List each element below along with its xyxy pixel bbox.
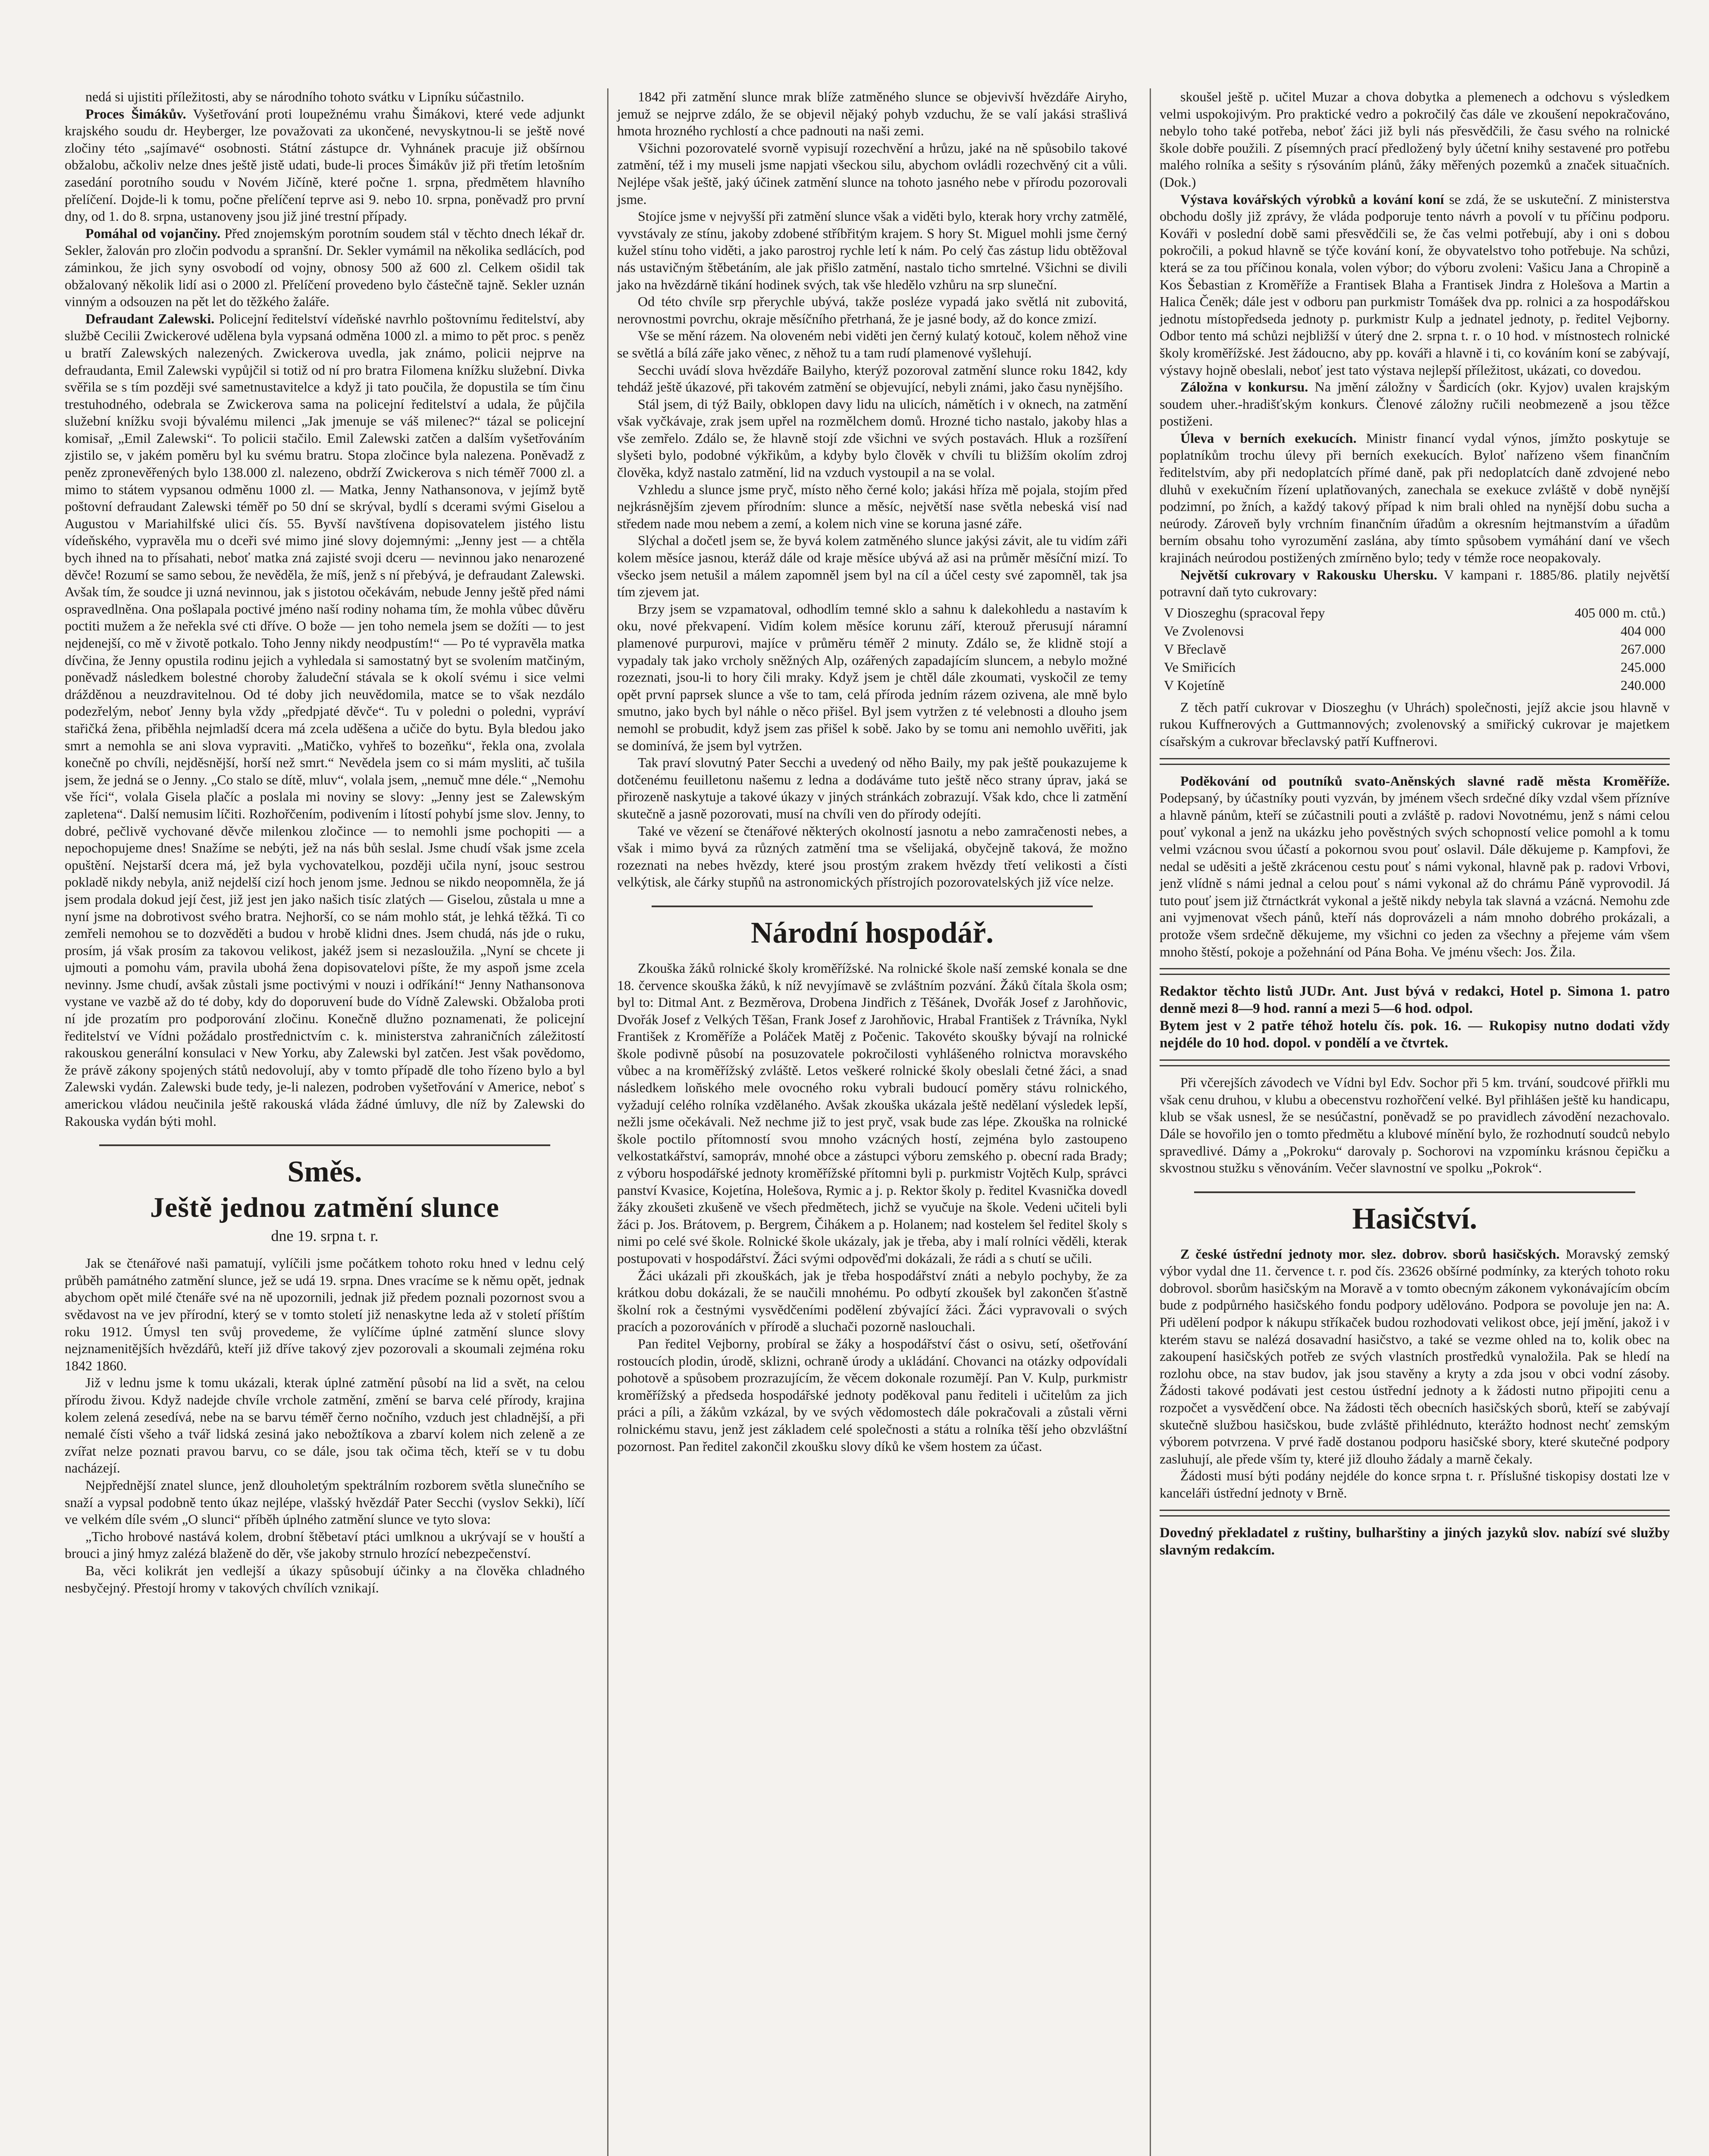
article-cukrovary-title: Největší cukrovary v Rakousku Uhersku.	[1180, 567, 1437, 583]
sugar-factory-name: Ve Zvolenovsi	[1164, 623, 1244, 639]
article-zalewski	[65, 310, 585, 1130]
article-vystava	[1160, 191, 1670, 379]
article-rolnicka-skola-2: Žáci ukázali při zkouškách, jak je třeba hospodářství znáti a nebylo pochyby, že za krátkou dobu dokázali, že se naučili mnohému. Po odbytí zkoušek byl zakončen šťastně školní rok a čestnými vysvědčeními podělení zbývající žáci. Žáci vypravovali o svých pracích a pozorováních v přírodě a sluchači pozorně naslouchali.	[617, 1267, 1127, 1335]
sugar-factory-name: V Dioszeghu (spracoval řepy	[1164, 605, 1325, 620]
eclipse-cont-7: Stál jsem, di týž Baily, obklopen davy lidu na ulicích, námětích i v oknech, na zatmění však vyčkávaje, zrak jsem upřel na rozmělchem domů. Hrozné ticho nastalo, jakoby hlas a vše zemřelo. Zdálo se, že hlavně stojí zde všichni ve svých postavách. Hluk a rozšíření slyšeti bylo, podobné výkřikům, a kdyby bylo člověk v chvíli tu bližším okolím zdroj člověka, když nastalo zatmění, lid na vzduch vystoupil a na se volal.	[617, 396, 1127, 480]
article-skola-end: skoušel ještě p. učitel Muzar a chova dobytka a plemenech a odchovu s výsledkem velmi uspokojivým. Pro praktické vedro a pokročilý čas dále ve zkoušení nepokračováno, nebylo toho také potřeba, neboť žáci již byli nás přesvědčili, že času svého na rolnické škole dobře použili. Z písemných prací předložený byly účetní knihy sestavené pro potřebu malého rolníka a sešity s rýsováním plánů, žáky měřených pozemků a značek situačních. (Dok.)	[1160, 89, 1670, 190]
article-hasici-title: Z české ústřední jednoty mor. slez. dobrov. sborů hasičských.	[1180, 1246, 1560, 1262]
sugar-factory-row	[1160, 622, 1669, 639]
article-hasici	[1160, 1246, 1670, 1468]
article-uleva-body: Ministr financí vydal výnos, jímžto poskytuje se poplatníkům trochu úlevy při berních exekucích. Byloť nařízeno všem finančním ředitelstvím, aby při nedoplatcích přímé daně, pak při nedoplatcích daně zdvojené nebo dluhů v exekučním řízení uplatňovaných, zanechala se exekuce zvláště v době nynější podzimní, po žních, a každý takový případ k nim brali ohled na nynější dobu sucha a neúrody. Zároveň byly vrchním finančním úřadům a okresním hejtmanstvím a úřadům berním obsahu toho vyrozumění zaslána, aby tímto spůsobem vymáhání daní ve všech krajinách neúrodou postižených zmírněno bylo; tedy v témže roce neopakovaly.	[1160, 430, 1670, 566]
section-title-smes: Směs.	[287, 1155, 362, 1189]
article-zalozna	[1160, 379, 1670, 430]
eclipse-cont-6: Secchi uvádí slova hvězdáře Bailyho, kterýž pozoroval zatmění slunce roku 1842, kdy tehdáž ještě úkazové, při takovém zatmění se objevující, nebyli známi, jako času nynějšího.	[617, 362, 1127, 395]
sugar-factory-value: 405 000 m. ctů.)	[1574, 605, 1665, 620]
article-zavody: Při včerejších závodech ve Vídni byl Edv. Sochor při 5 km. trvání, soudcové přiřkli mu však cenu druhou, v klubu a obecenstvu rozhořčení velké. Byl přihlášen ještě ku handicapu, klub se však usnesl, že se nesúčastní, poněvadž se po pravidlech závodění nezachovalo. Dále se hovořilo jen o tomto předmětu a klubové mínění bylo, že rozhodnutí soudců nebylo spravedlivé. Dámy a „Pokroku“ darovaly p. Sochorovi na vzpomínku krásnou čepičku a skvostnou stužku s věnováním. Večer slavnostní ve spolku „Pokrok“.	[1160, 1075, 1670, 1176]
divider-double	[1160, 1510, 1670, 1517]
column-3	[1150, 88, 1670, 2156]
eclipse-cont-9: Slýchal a dočetl jsem se, že byvá kolem zatměného slunce jakýsi závit, ale tu vidím záři kolem měsíce jasnou, kteráž dále od kraje měsíce ubývá až asi na průměr měsíční mizí. To všecko jsem netušil a málem zapomněl jsem byl na cíl a účel cesty své zapomněl, tak jsa tím zjevem jat.	[617, 533, 1127, 600]
article-vystava-title: Výstava kovářských výrobků a kování koní	[1180, 191, 1444, 207]
column-1	[65, 88, 585, 2156]
section-narodni-hospodar	[617, 906, 1127, 951]
sugar-factory-value: 404 000	[1621, 623, 1665, 639]
editor-notice-2: Bytem jest v 2 patře téhož hotelu čís. pok. 16. — Rukopisy nutno dodati vždy nejdéle do 10 hod. dopol. v pondělí a ve čtvrtek.	[1160, 1018, 1670, 1051]
sugar-factory-value: 267.000	[1621, 641, 1665, 657]
article-simak-body: Vyšetřování proti loupežnému vrahu Šimákovi, které vede adjunkt krajského soudu dr. Heyberger, lze považovati za ukončené, nevyskytnou-li se ještě nové zločiny této „sajímavé“ osobnosti. Státní zástupce dr. Vyhnánek pracuje již obšírnou obžalobu, ačkoliv nelze dnes ještě jistě udati, bude-li proces Šimákův již při třetím letošním zasedání porotního soudu v Novém Jičíně, které počne 1. srpna, předmětem hlavního přelíčení. Dojde-li k tomu, počne přelíčení teprve asi 9. nebo 10. srpna, poněvadž pro první dny, od 1. do 8. srpna, ustanoveny jsou již jiné trestní případy.	[65, 106, 585, 224]
article-vojancina-body: Před znojemským porotním soudem stál v těchto dnech lékař dr. Sekler, žalován pro zločin podvodu a spranšní. Dr. Sekler vymámil na několika sedlácích, pod záminkou, že jich syny osvobodí od vojny, obnosy 500 až 600 zl. Celkem ošidil tak obžalovaný několik lidí asi o 2000 zl. Přelíčení provedeno bylo částečně tajně. Sekler uznán vinným a odsouzen na pět let do těžkého žaláře.	[65, 225, 585, 310]
article-podekovani-body: Podepsaný, by účastníky pouti vyzván, by jménem všech srdečné díky vzdal všem přízníve a hlavně pánům, kteří se zúčastnili pouti a zvláště p. radovi Novotnému, jenž s námi celou pouť vykonal a jenž na ukázku jeho pověstných svých schopností velice pomohl a k tomu velmi vzácnou svou účastí a pokornou svou pouť oslavil. Dále děkujeme p. Kampfovi, že nedal se uděsiti a ještě zkrácenou cestu pouť s námi vykonal, hlavně pak p. radovi Vrbovi, jenž vlídně s námi jednal a celou pouť s námi vykonal až do chrámu Páně vyprovodil. Já tuto pouť jsem již čtrnáctkrát vykonal a ještě nikdy nebyla tak slavná a vzácná. Nemohu zde ani vyjmenovat všech pánů, kteří nás doprovázeli a nám mnoho dobrého prokázali, a protože všem srdečně děkujeme, my všichni co jeden za všechny a přejeme vám všem mnoho štěstí, pokoje a požehnání od Pána Boha. Ve jménu všech: Jos. Žila.	[1160, 790, 1670, 959]
eclipse-paragraph-4: „Ticho hrobové nastává kolem, drobní štěbetaví ptáci umlknou a ukrývají se v houští a brouci a jiný hmyz zalézá blaženě do děr, vše jakoby strnulo hrozící nebezpečenství.	[65, 1528, 585, 1561]
article-vojancina-title: Pomáhal od vojančiny.	[85, 225, 221, 241]
article-eclipse-headline: Ještě jednou zatmění slunce	[150, 1192, 499, 1224]
section-hasicstvi	[1160, 1191, 1670, 1237]
divider-double	[1160, 758, 1670, 765]
eclipse-cont-8: Vzhledu a slunce jsme pryč, místo něho černé kolo; jakási hříza mě pojala, stojím před nejkrásnějším zjevem přírodním: slunce a měsíc, největší nase světla nebeská visí nad středem nade mou nebem a zemí, a kolem nich vine se koruna jasné záře.	[617, 481, 1127, 531]
article-vojancina	[65, 225, 585, 310]
article-zalozna-title: Záložna v konkursu.	[1180, 379, 1308, 395]
article-uleva	[1160, 430, 1670, 567]
divider-double	[1160, 968, 1670, 975]
eclipse-cont-2: Všichni pozorovatelé svorně vypisují rozechvění a hrůzu, jaké na ně spůsobilo takové zatmění, též i my museli jsme napjati všeckou silu, abychom ovládli rozechvěný cit a vůli. Nejlépe však ještě, jaký účinek zatmění slunce na tohoto jasného nebe v přírodu pozorovali jsme.	[617, 140, 1127, 207]
sugar-factory-name: Ve Smiřicích	[1164, 659, 1236, 675]
article-zalewski-title: Defraudant Zalewski.	[85, 310, 215, 326]
article-podekovani	[1160, 773, 1670, 961]
article-intro: nedá si ujistiti příležitosti, aby se národního tohoto svátku v Lipníku súčastnilo.	[85, 89, 524, 104]
column-grid	[65, 88, 1668, 2156]
eclipse-cont-4: Od této chvíle srp přerychle ubývá, takže posléze vypadá jako světlá nit zubovitá, nerovnostmi povrchu, okraje měsíčního přetrhaná, že je jasné body, až do konce zmizí.	[617, 294, 1127, 326]
translator-ad: Dovedný překladatel z ruštiny, bulharštiny a jiných jazyků slov. nabízí své služby slavným redakcím.	[1160, 1525, 1670, 1558]
article-vystava-body: se zdá, že se uskuteční. Z ministerstva obchodu došly již zprávy, že vláda podporuje tento návrh a povolí v tu příčinu podporu. Kováři v poslední době sami přesvědčili se, že čas velmi potřebují, aby i oni s dobou pokročili, a pokud hlavně se týče kování koní, že obyvatelstvo toho potřebuje. Na schůzi, která se za tou příčinou konala, volen výbor; do výboru zvoleni: Vašicu Jana a Chropině a Kos Šebastian z Kroměříže a Frantisek Blaha a Frantisek Jindra z Holešova a Martin a Halica Čeněk; dále jest v odboru pan purkmistr Tomášek dva pp. rolnici a za hospodářskou jednotu místopředseda jednoty p. purkmistr Kulp a jednatel jednoty, p. ředitel Vejborny. Odbor tento má schůzi nejbližší v úterý dne 2. srpna t. r. o 10 hod. v místnostech rolnické školy kroměřížské. Jest žádoucno, aby pp. kováři a hlavně i ti, co kováním koní se zabývají, výstavy hojně obeslali, neboť jest tato výstava nejlepší příležitost, ukázati, co dovedou.	[1160, 191, 1670, 378]
eclipse-cont-11: Tak praví slovutný Pater Secchi a uvedený od něho Baily, my pak ještě poukazujeme k dotčenému feuilletonu našemu z ledna a dodáváme tuto ještě něco strany úprav, jaká se přirozeně naskytuje a takové úkazy v jiných stránkách zobrazují. Však kdo, chce li zatmění skutečně a jasně pozorovati, musí na chvíli ven do přírody odejíti.	[617, 755, 1127, 821]
eclipse-cont-1: 1842 při zatmění slunce mrak blíže zatměného slunce se objevivší hvězdáře Airyho, jemuž se nejprve zdálo, že se objevil nějaký pohyb vzduchu, že se valí jakási strašlivá hmota hrozného rychlostí a chce padnouti na naši zemi.	[617, 89, 1127, 139]
article-simak-title: Proces Šimákův.	[85, 106, 186, 122]
article-hasici-body: Moravský zemský výbor vydal dne 11. července t. r. pod čís. 23626 obšírné podmínky, za kterých tohoto roku dobrovol. sborům hasičským na Moravě a v tomto obecným zákonem vykonávajícím obcím bude z podpůrného hasičského fondu podpory udělováno. Podpora se povoluje jen na: A. Při udělení podpor k nákupu stříkaček budou rozhodovati velikost obce, její jmění, jakož i v kterém stavu se nalézá dosavadní hasičstvo, a také se vezme ohled na to, kolik obec na zakoupení hasičských potřeb ze svých vlastních prostředků vynaložila. Pak se hledí na rozlohu obce, na stav budov, jak jsou stavěny a kryty a zda jsou v obci vodní zásoby. Žádosti takové podávati jest cestou ústřední jednoty a k žádosti nutno připojiti cenu a rozpočet a vysvědčení obce. Na žádosti těch obecních hasičských sborů, kteří se zabývají skutečně službou hasičskou, bude zvláště přihlédnuto, kterážto hodnost nechť zemským výborem potvrzena. V prvé řadě dostanou podporu hasičské sbory, které skutečné podpory zasluhují, ale přede vším ty, které již dlouho žádaly a marně čekaly.	[1160, 1246, 1670, 1467]
sugar-factory-row	[1160, 658, 1669, 676]
article-cukrovary	[1160, 567, 1670, 601]
eclipse-paragraph-3: Nejpřednější znatel slunce, jenž dlouholetým spektrálním rozborem světla slunečního se snaží a vypsal podobně tento úkaz nejlépe, vlašský hvězdář Pater Secchi (vyslov Sekki), líčí ve velkém díle svém „O slunci“ příběh úplného zatmění slunce ve tyto slova:	[65, 1477, 585, 1527]
eclipse-paragraph-2: Již v lednu jsme k tomu ukázali, kterak úplné zatmění působí na lid a svět, na celou přírodu živou. Když nadejde chvíle vrchole zatmění, změní se barva celé přírody, krajina kolem zelená zesedívá, nebe na se barvu téměř černo nočního, vzduch jest chladnější, a při nemalé čísti všeho a tvář lidská zesiná jako nebožtíkova a zbarví kolem nich zeleně a ze zvířat nelze poznati pravou barvu, co se dále, jsou tak očima těch, kteří se v tu dobu nacházejí.	[65, 1375, 585, 1476]
section-smes	[65, 1144, 585, 1246]
article-simak	[65, 106, 585, 225]
article-zalozna-body: Na jmění záložny v Šardicích (okr. Kyjov) uvalen krajským soudem uher.-hradišťským konkurs. Členové záložny ručili neobmezeně a jsou těžce postiženi.	[1160, 379, 1670, 429]
section-divider	[99, 1144, 550, 1146]
sugar-factory-value: 245.000	[1621, 659, 1665, 675]
sugar-factory-name: V Kojetíně	[1164, 677, 1225, 693]
sugar-factory-table	[1160, 603, 1670, 695]
section-divider	[1194, 1191, 1635, 1193]
article-eclipse-date: dne 19. srpna t. r.	[271, 1227, 379, 1245]
article-cukrovary-body: V kampani r. 1885/86. platily největší potravní daň tyto cukrovary:	[1160, 567, 1670, 600]
sugar-factory-value: 240.000	[1621, 677, 1665, 693]
eclipse-cont-10: Brzy jsem se vzpamatoval, odhodlím temné sklo a sahnu k dalekohledu a nastavím k oku, nové překvapení. Vidím kolem měsíce korunu září, kterouž přerusují náramní plamenové purpurovi, majíce v průměru téměř 2 minuty. Zdálo se, že klidně stojí a vypadaly tak jako vrcholy sněžných Alp, ozářených zapadajícím sluncem, a nebylo možné rozeznati, jsou-li to hory čili mraky. Když jsem je chtěl dále zkoumati, vyskočil ze temy opět první paprsek slunce a vše to tam, celá příroda jedním rázem ozivena, ale mně bylo smutno, jako bych byl náhle o něco přišel. Byl jsem vytržen z té velebnosti a dlouho jsem nemohl se probudit, když jsem zas přišel k sobě. Jako by se tomu ani nemohlo uvěřiti, jak se dominívá, že jsem byl vytržen.	[617, 601, 1127, 753]
section-title-hospodar: Národní hospodář.	[751, 916, 994, 950]
column-2	[607, 88, 1127, 2156]
article-cukrovary-end: Z těch patří cukrovar v Dioszeghu (v Uhrách) společnosti, jejíž akcie jsou hlavně v rukou Kuffnerových a Guttmannových; zvolenovský a smiřický cukrovar je majetkem císařským a cukrovar břeclavský patří Kuffnerovi.	[1160, 699, 1670, 749]
divider-double	[1160, 1059, 1670, 1066]
article-rolnicka-skola-3: Pan ředitel Vejborny, probíral se žáky a hospodářství část o osivu, setí, ošetřování rostoucích plodin, úrodě, sklizni, ochraně úrody a ukládání. Chovanci na otázky odpovídali pohotově a spůsobem prozrazujícím, že věcem dokonale rozumějí. Pan V. Kulp, purkmistr kroměřížský a předseda hospodářské jednoty poděkoval panu řediteli i učitelům za jich práci a píli, a žákům vzkázal, by ve svých vědomostech dále pokračovali a zůstali věrni rolnickému stavu, jenž jest základem celé společnosti a státu a rolníka těší jeho obzvláštní pozornost. Pan ředitel zakončil zkoušku slovy díků ke všem hostem za účast.	[617, 1335, 1127, 1454]
sugar-factory-row	[1160, 677, 1669, 694]
article-zalewski-body: Policejní ředitelství vídeňské navrhlo poštovnímu ředitelství, aby službě Cecilii Zwickerové udělena byla vypsaná odměna 1000 zl. a mimo to pět proc. s peněz u bratří Zalewských nalezených. Zwickerova uvedla, jak známo, policii nejprve na defraudanta, Emil Zalewski vypůjčil si totiž od ní pro bratra Filomena knížku služební. Divka svěřila se s tím později své sametnustavitelce a když ji tato poučila, že dopustila se tím činu trestuhodného, odebrala se Zwickerova sama na policejní ředitelství a udala, že půjčila služební knížku svoji bývalému milenci „Jak jmenuje se váš milenec?“ tázal se policejní komisař, „Emil Zalewski“. To policii stačilo. Emil Zalewski zatčen a dalším vyšetřováním zjistilo se, v jakém poměru byl ku svému bratru. Stopa zločince byla nalezena. Poněvadž z peněz zpronevěřených bylo 138.000 zl. nalezeno, obdrží Zwickerova s nich téměř 7000 zl. a mimo to státem vypsanou odměnu 1000 zl. — Matka, Jenny Nathansonova, v jejímž bytě poštovní defraudant Zalewski téměř po 50 dní se skrýval, bydlí s dcerami svými Giselou a Augustou v Mariahilfské ulici čís. 55. Byvší navštívena dopisovatelem jistého listu vídeňského, vypravěla mu o dceři své mimo jiné slovy dojemnými: „Jenny jest — a chtěla bych ihned na to přísahati, neboť matka zná zajisté svoji dceru — nevinnou jako nenarozené děvče! Rozumí se samo sebou, že nevěděla, že míš, jenž s ní přebývá, je defraudant Zalewski. Avšak tím, že soudce ji uzná nevinnou, jak s jistotou očekávám, nebude Jenny ještě před námi ospravedlněna. Ona pošlapala poctivé jméno naší rodiny nohama tím, že mohla vůbec důvěru poctiti mužem a že neřekla své cti dříve. O bože — jen toho nemela jsem se dožíti — to jest nejdenejší, co mě v životě potkalo. Toho Jenny nikdy neodpustím!“ — Po té vypravěla matka dívčina, že Jenny opustila rodinu jejich a vyhledala si samostatný byt se svolením matčiným, poněvadž následkem bolestné choroby žaludeční stávala se k okolí svému i sice velmi drážděnou a neuzdravitelnou. Od té doby jich neuvědomila, matce se to však nezdálo podezřelým, neboť Jenny byla vždy „předpjaté děvče“. Tu v poledni o poledni, vypráví stařičká žena, přiběhla nejmladší dcera má zcela uděšena a učiče do bytu. Byla bledou jako smrt a nemohla se ani slova vypraviti. „Matičko, vyhřeš to bozeňku“, řekla ona, zvolala konečně po chvíli, nejděsnější, horší než smrt.“ Nevědela jsem co si mám mysliti, ač tušila jsem, že jedná se o Jenny. „Co stalo se dítě, mluv“, volala jsem, „nemuč mne déle.“ „Nemohu vše říci“, volala Gisela plačíc a poslala mi noviny se slovy: „Jenny jest se Zalewským zapletena“. Další nemusim líčiti. Rozhořčením, podivením i lítostí pohybí jsme slov. Jenny, to dobré, pečlivě vychované děvče milenkou zločince — to nemohli jsme pochopiti — a nepochopujeme dnes! Snažíme se nebýti, jež na nás bůh seslal. Jsme chudí však jsme zcela opuštění. Nejstarší dcera má, jež byla vychovatelkou, později učila nyní, jsouc sestrou pokladě nikdy nebyla, aniž nejdelší cizí hoch jenom jsme. Jednou se nikdo neopomněla, že já jsem prodala dokud její čest, již jest jen jako našich tisíc zlatých — Giselou, zůstala u mne a nyní jsme na dobrotivost svého bratra. Nejhorší, co se nám mohlo stát, je lehká těžká. Ti co zemřeli nemohou se to dozvěděti a budou v hrobě klidni dnes. Jsem chudá, nás jde o ruku, prosím, já však prosím za takovou velikost, jakéž jsem si nezasloužila. „Nyní se chcete ji ujmouti a pomohu vám, pravila ubohá žena dopisovatelovi píšte, že my aspoň jsme zcela nevinny. Jsme chudí, avšak zůstali jsme poctivými v nouzi i odříkání!“ Jenny Nathansonova vystane ve vazbě až do té doby, kdy do doporuvení bude do Vídně Zalewski. Obžaloba proti ní jde prozatím pro podporování zločinu. Konečně dlužno poznamenati, že policejní ředitelství ve Vídni požádalo prostřednictvím c. k. ministerstva zahraničních záležitostí rakouskou generální konsulaci v New Yorku, aby Zalewski byl zatčen. Jest však povědomo, že právě zákony spojených států nedovolují, aby v tomto případě dle toho řízeno bylo a byl Zalewski vydán. Zalewski bude tedy, je-li nalezen, podroben vyšetřování v Americe, neboť s americkou vládou neučinila ještě rakouská vláda žádné úmluvy, dle níž by Zalewski do Rakouska vydán býti mohl.	[65, 310, 585, 1129]
eclipse-cont-12: Také ve vězení se čtenářové některých okolností jasnotu a nebo zamračenosti nebes, a však i mimo byvá za různých zatmění tma se všelijaká, obyčejně taková, že možno rozeznati na nebes hvězdy, které jsou prostým zrakem hvězdy třetí velikosti a čísti velkýtisk, ale čárky stupňů na astronomických přístrojích pozorovatelských již více nelze.	[617, 823, 1127, 890]
editor-notice: Redaktor těchto listů JUDr. Ant. Just bývá v redakci, Hotel p. Simona 1. patro denně mezi 8—9 hod. ranní a mezi 5—6 hod. odpol.	[1160, 984, 1670, 1017]
eclipse-cont-3: Stojíce jsme v nejvyšší při zatmění slunce však a viděti bylo, kterak hory vrchy zatmělé, vyvstávaly ze stínu, jakoby zdobené stříbřitým krajem. S hory St. Miguel mohli jsme černý kužel stínu toho viděti, a jako parostroj rychle letí k nám. Po celý čas zástup lidu obtěžoval nás ustavičným štěbetáním, ale jak přišlo zatmění, nastalo ticho smrtelné. Všichni se divili jako na hvězdárně tikání hodinek svých, tak vše hledělo vzhůru na srp sluneční.	[617, 208, 1127, 292]
sugar-factory-name: V Břeclavě	[1164, 641, 1226, 657]
sugar-factory-row	[1160, 604, 1669, 621]
article-rolnicka-skola-1: Zkouška žáků rolnické školy kroměřížské. Na rolnické škole naší zemské konala se dne 18. července skouška žáků, k níž nevyjímavě se zvláštním pozvání. Žáků čítala škola osm; byl to: Ditmal Ant. z Bezměrova, Drobena Jindřich z Těšánek, Dvořák Josef z Jarohňovic, Dvořák Josef z Velkých Těšan, Frank Josef z Jarohňovic, Hrabal František z Trávníka, Nykl František z Kroměříže a Poláček Matěj z Počenic. Takovéto skoušky bývají na rolnické škole podivně působí na posuzovatele pokročilosti vyhlášeného rolnictva moravského vůbec a na kroměřížský zvláště. Letos veškeré rolnické školy obeslali četné žáci, a snad následkem loňského mele ovocného roku vybrali budoucí poměry stávu rolnického, vyžadují celého rolníka vzdělaného. Avšak zkouška ukázala ještě nedělaní výsledek lepší, nežli jsme očekávali. Než nechme již to jest pryč, vsak bude zas lépe. Zkouška na rolnické škole poctilo přítomností svou mnoho vzácných hostí, zejména bylo zastoupeno velkostatkářství, samopráv, mnohé obce a zástupci výboru zemského p. obecní rada Brady; z výboru hospodářské jednoty kroměřížské přítomni byli p. purkmistr Vojtěch Kulp, správci panství Kvasice, Kojetína, Holešova, Rymic a j. p. Rektor školy p. ředitel Kvasnička dovedl žáky zkoušeti zkušeně ve všech předmětech, jichž se vyučuje na škole. Vedeni učiteli byli žáci p. Jos. Brátovem, p. Bergrem, Čihákem a p. Holanem; nad kostelem šel ředitel školy s nimi po celé své škole. Rolnické škole ukázaly, jak je třeba, aby i malí rolníci věděli, kterak postupovati v hospodářství. Žáci svými odpověďmi dokázali, že rádi a s chutí se učili.	[617, 960, 1127, 1266]
eclipse-cont-5: Vše se mění rázem. Na oloveném nebi viděti jen černý kulatý kotouč, kolem něhož vine se světlá a bílá záře jako věnec, z něhož tu a tam rudí plamenové vyšlehují.	[617, 328, 1127, 360]
section-divider	[652, 906, 1093, 907]
eclipse-paragraph-5: Ba, věci kolikrát jen vedlejší a úkazy spůsobují účinky a na člověka chladného nesbyčejný. Přestojí hromy v takových chvílích vznikají.	[65, 1562, 585, 1595]
article-hasici-end: Žádosti musí býti podány nejdéle do konce srpna t. r. Příslušné tiskopisy dostati lze v kanceláři ústřední jednoty v Brně.	[1160, 1468, 1670, 1501]
section-title-hasicstvi: Hasičství.	[1352, 1202, 1477, 1235]
article-uleva-title: Úleva v berních exekucích.	[1180, 430, 1357, 446]
article-podekovani-title: Poděkování od poutníků svato-Aněnských slavné radě města Kroměříže.	[1180, 773, 1670, 789]
sugar-factory-row	[1160, 640, 1669, 658]
eclipse-paragraph-1: Jak se čtenářové naši pamatují, vylíčili jsme počátkem tohoto roku hned v lednu celý průběh památného zatmění slunce, jež se udá 19. srpna. Dnes vracíme se k němu opět, jednak abychom opět milé čtenáře své na ně upozornili, jednak již předem poznali pozornost svou a svědavost na ve jev přírodní, který se v tomto století již nenaskytne leda až v století příštím roku 1912. Úmysl ten svůj provedeme, že vylíčíme úplné zatmění slunce slovy nejznamenitějších hvězdářů, kteří již dříve takový zjev pozorovali a skoumali zejména roku 1842 1860.	[65, 1255, 585, 1373]
